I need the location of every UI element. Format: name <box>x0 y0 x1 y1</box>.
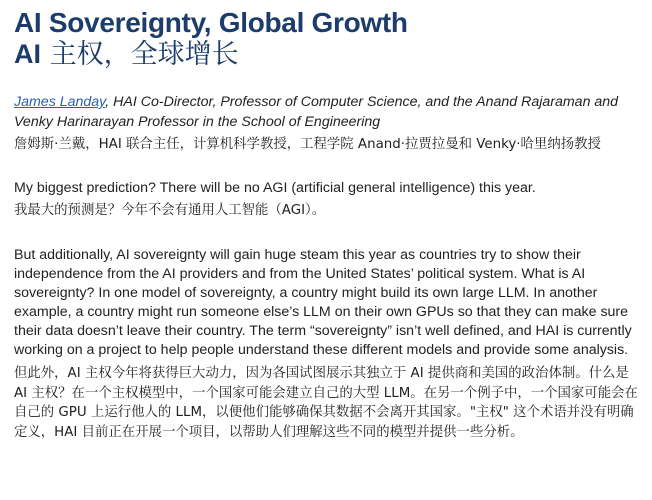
article <box>14 8 644 442</box>
prediction-paragraph-chinese: 我最大的预测是？今年不会有通用人工智能（AGI）。 <box>14 202 326 218</box>
author-byline <box>14 93 644 132</box>
prediction-paragraph: My biggest prediction? There will be no AGI (artificial general intelligence) this year. <box>14 179 536 196</box>
sovereignty-paragraph: But additionally, AI sovereignty will gain huge steam this year as countries try to show their independence from the AI providers and from the United States’ political system. What is AI sovereignty? In one model of sovereignty, a country might build its own large LLM. In another example, a country might run someone else’s LLM on their own GPUs so that they can make sure their data doesn’t leave their country. The term “sovereignty” isn’t well defined, and HAI is currently working on a project to help people understand these different models and provide some analysis. <box>14 247 632 358</box>
author-byline-chinese: 詹姆斯·兰戴，HAI 联合主任，计算机科学教授，工程学院 Anand·拉贾拉曼和 Venky·哈里纳扬教授 <box>14 137 601 152</box>
page-title-chinese <box>14 38 644 71</box>
page-title-chinese-prefix: AI <box>14 39 41 69</box>
sovereignty-paragraph-chinese: 但此外，AI 主权今年将获得巨大动力，因为各国试图展示其独立于 AI 提供商和美国的政治体制。什么是 AI 主权？在一个主权模型中，一个国家可能会建立自己的大型 LLM。在另一个例子中，一个国家可能会在自己的 GPU 上运行他人的 LLM，以便他们能够确保其数据不会离开其国家。"主权" 这个术语并没有明确定义，HAI 目前正在开展一个项目，以帮助人们理解这些不同的模型并提供一些分析。 <box>14 366 638 440</box>
author-description: , HAI Co-Director, Professor of Computer Science, and the Anand Rajaraman and Venky Harinarayan Professor in the School of Engineering <box>14 94 619 130</box>
author-link[interactable]: James Landay <box>14 94 106 110</box>
page-title: AI Sovereignty, Global Growth <box>14 7 408 38</box>
page-title-chinese-rest: 主权，全球增长 <box>41 39 239 70</box>
